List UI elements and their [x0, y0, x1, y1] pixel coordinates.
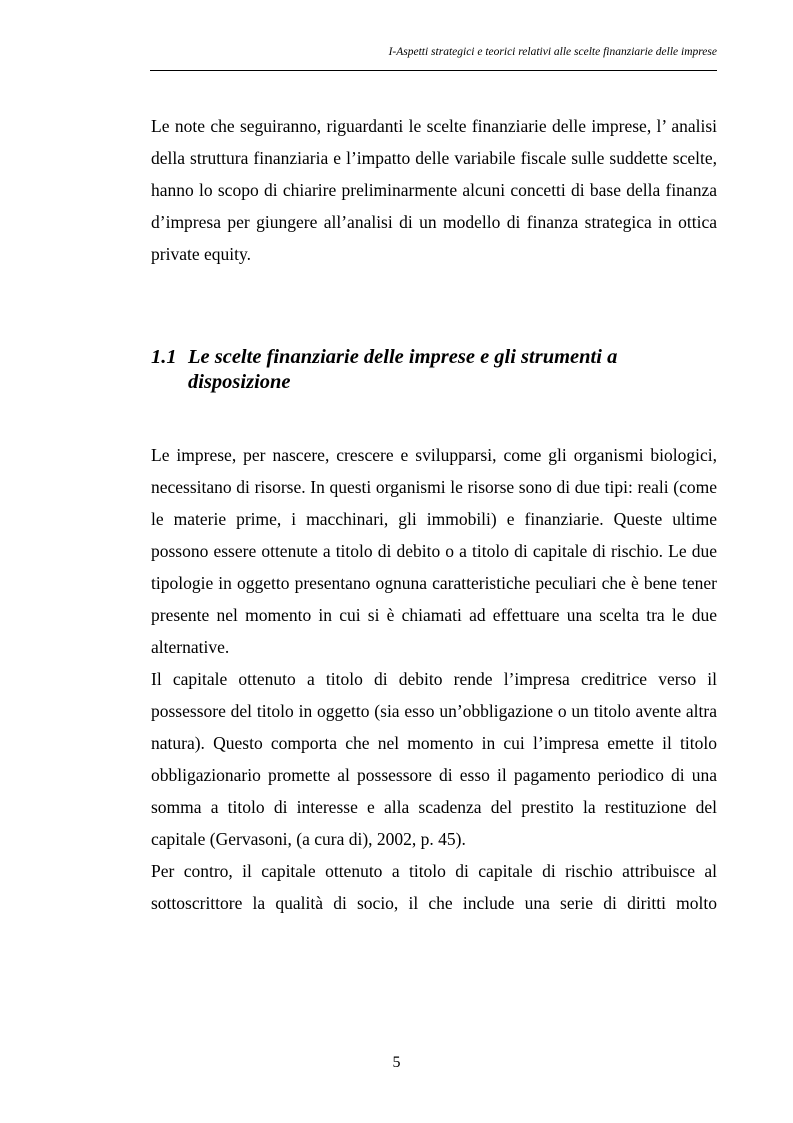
- running-header: I-Aspetti strategici e teorici relativi alle scelte finanziarie delle imprese: [388, 46, 717, 58]
- body-paragraph-2: Il capitale ottenuto a titolo di debito rende l’impresa creditrice verso il possessore del titolo in oggetto (sia esso un’obbligazione o un titolo avente altra natura). Questo comporta che nel momento in cui l’impresa emette il titolo obbligazionario promette al possessore di esso il pagamento periodico di una somma a titolo di interesse e alla scadenza del prestito la restituzione del capitale (Gervasoni, (a cura di), 2002, p. 45).: [151, 669, 717, 849]
- section-heading: [151, 345, 717, 395]
- header-rule: [150, 70, 717, 71]
- section-title: Le scelte finanziarie delle imprese e gli strumenti a disposizione: [188, 346, 618, 393]
- body-paragraph-1: Le imprese, per nascere, crescere e svilupparsi, come gli organismi biologici, necessitano di risorse. In questi organismi le risorse sono di due tipi: reali (come le materie prime, i macchinari, gli immobili) e finanziarie. Queste ultime possono essere ottenute a titolo di debito o a titolo di capitale di rischio. Le due tipologie in oggetto presentano ognuna caratteristiche peculiari che è bene tener presente nel momento in cui si è chiamati ad effettuare una scelta tra le due alternative.: [151, 445, 717, 657]
- section-number: 1.1: [151, 346, 177, 368]
- intro-text: [151, 110, 717, 270]
- section-body: [151, 439, 717, 919]
- body-paragraph-3: Per contro, il capitale ottenuto a titolo di capitale di rischio attribuisce al sottoscrittore la qualità di socio, il che include una serie di diritti molto: [151, 861, 717, 913]
- intro-paragraph: Le note che seguiranno, riguardanti le scelte finanziarie delle imprese, l’ analisi della struttura finanziaria e l’impatto delle variabile fiscale sulle suddette scelte, hanno lo scopo di chiarire preliminarmente alcuni concetti di base della finanza d’impresa per giungere all’analisi di un modello di finanza strategica in ottica private equity.: [151, 116, 717, 264]
- page-number: 5: [392, 1054, 401, 1071]
